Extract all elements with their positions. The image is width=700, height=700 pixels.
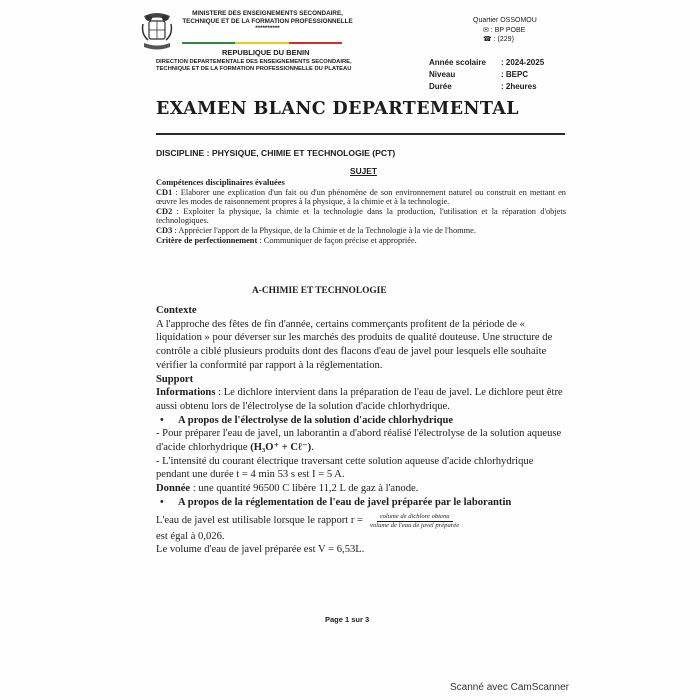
flag-stripe-red [289,42,342,44]
exam-meta [429,57,544,93]
page-number: Page 1 sur 3 [325,615,370,624]
critere-perfectionnement: Critère de perfectionnement : Communiquer de façon précise et appropriée. [156,235,417,245]
national-flag-band [182,42,342,44]
address-line: ☎ : (229) [483,36,514,43]
section-a-heading: A-CHIMIE ET TECHNOLOGIE [252,286,387,296]
competence-cd3: CD3 : Apprécier l'apport de la Physique, de la Chimie et de la Technologie à la vie de l'homme. [156,225,476,235]
ratio-formula: L'eau de javel est utilisable lorsque le rapport r = $\frac{\text{volume de dichlore obtenu}}{\text{volume de l'eau de javel préparée}}$ [156,513,566,530]
support-heading: Support [156,373,194,385]
flag-stripe-green [182,42,235,44]
competence-cd2: CD2 : Exploiter la physique, la chimie et la technologie dans la production, l'utilisation et la réparation d'objets technologiques. [156,206,566,226]
chimie-section-body [156,304,566,557]
republic-name: REPUBLIQUE DU BENIN [222,48,310,57]
benin-crest-icon [140,10,174,52]
competence-cd1: CD1 : Elaborer une explication d'un fait ou d'un phénomène de son environnement naturel ou construit en mettant en œuvre les modes de raisonnement propres à la physique, à la chimie et à la technologie. [156,187,566,207]
bullet-electrolyse: • A propos de l'électrolyse de la solution d'acide chlorhydrique [156,414,566,428]
meta-label: Année scolaire [429,58,486,67]
ministry-name: MINISTERE DES ENSEIGNEMENTS SECONDAIRE, TECHNIQUE ET DE LA FORMATION PROFESSIONNELLE ********** [182,10,353,33]
contexte-text: A l'approche des fêtes de fin d'année, certains commerçants profitent de la période de « liquidation » pour déverser sur les marchés des produits de qualité douteuse. Une structure de contrôle a ciblé plusieurs produits dont des flacons d'eau de javel pour lesquels elle souhaite vérifier la conformité par rapport à la réglementation. [156,318,553,371]
address-block [463,16,537,45]
bullet-reglementation: • A propos de la réglementation de l'eau de javel préparée par le laborantin [156,496,566,510]
sujet-heading: SUJET [350,166,377,176]
competences-heading: Compétences disciplinaires évaluées [156,178,285,187]
meta-value: : 2heures [501,82,537,91]
address-line: ✉ : BP POBE [483,26,526,34]
electrolyse-line-2: - L'intensité du courant électrique traversant cette solution aqueuse d'acide chlorhydrique pendant une durée t = 4 min 53 s est I = 5 A. [156,455,534,481]
exam-title: EXAMEN BLANC DEPARTEMENTAL [156,99,519,119]
camscanner-watermark: Scanné avec CamScanner [450,682,569,693]
bullet-dot-icon: • [160,496,164,508]
title-divider [156,133,565,135]
address-line: Quartier OSSOMOU [473,17,537,24]
meta-value: : 2024-2025 [501,58,545,67]
electrolyse-line-1: - Pour préparer l'eau de javel, un laborantin a d'abord réalisé l'électrolyse de la solution aqueuse d'acide chlorhydrique (H₃O⁺ + Cℓ⁻). [156,428,562,454]
discipline-line: DISCIPLINE : PHYSIQUE, CHIMIE ET TECHNOLOGIE (PCT) [156,148,396,158]
flag-stripe-yellow [235,42,288,44]
informations-paragraph: Informations : Le dichlore intervient dans la préparation de l'eau de javel. Le dichlore peut être aussi obtenu lors de l'électrolyse de la solution d'acide chlorhydrique. [156,387,563,412]
ratio-fraction: $\frac{\text{volume de dichlore obtenu}}{\text{volume de l'eau de javel préparée}}$ [370,512,460,529]
ratio-value: est égal à 0,026. [156,530,225,542]
department-direction: DIRECTION DEPARTEMENTALE DES ENSEIGNEMENTS SECONDAIRE, TECHNIQUE ET DE LA FORMATION PROFESSIONNELLE DU PLATEAU [156,59,352,73]
meta-label: Durée [429,82,452,91]
donnee-paragraph: Donnée : une quantité 96500 C libère 11,2 L de gaz à l'anode. [156,483,419,495]
bullet-dot-icon: • [160,414,164,426]
volume-line: Le volume d'eau de javel préparée est V = 6,53L. [156,544,365,556]
meta-value: : BEPC [501,70,529,79]
competences-block [156,178,566,245]
contexte-heading: Contexte [156,305,197,316]
meta-label: Niveau [429,70,456,79]
